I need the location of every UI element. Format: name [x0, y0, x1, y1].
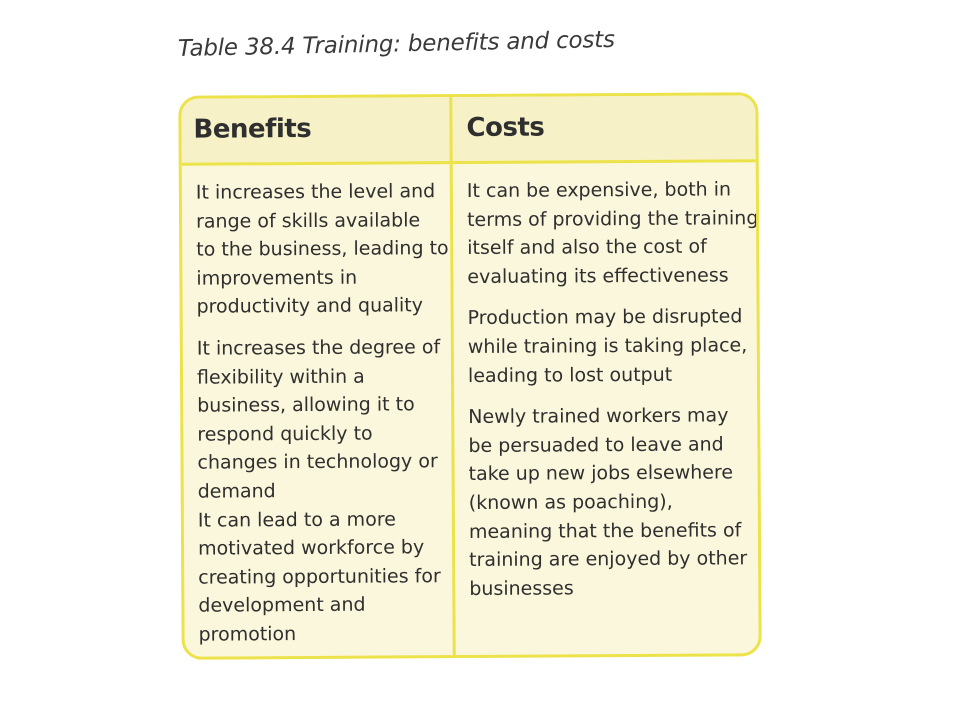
costs-cell [467, 175, 761, 603]
benefit-line: productivity and quality [196, 294, 424, 319]
cost-line: Production may be disrupted [467, 305, 743, 330]
cost-line: be persuaded to leave and [468, 433, 724, 457]
benefit-line: It increases the level and [195, 180, 436, 204]
costs-column [452, 95, 761, 655]
benefit-line: promotion [198, 622, 297, 646]
cost-line: terms of providing the training [466, 206, 759, 231]
cost-line: evaluating its effectiveness [467, 264, 729, 288]
cost-entry [468, 401, 761, 603]
cost-line: take up new jobs elsewhere [468, 461, 734, 486]
cost-line: Newly trained workers may [468, 404, 729, 429]
cost-line: (known as poaching), [468, 490, 673, 514]
benefit-line: demand [197, 480, 276, 503]
benefit-entry [196, 177, 449, 322]
cost-line: while training is taking place, [467, 334, 748, 358]
cost-line: itself and also the cost of [467, 235, 707, 260]
benefit-line: creating opportunities for [198, 564, 441, 589]
cost-line: It can be expensive, both in [466, 178, 732, 203]
cost-entry [468, 303, 760, 391]
cost-line: businesses [469, 577, 574, 600]
benefit-entry [198, 505, 451, 650]
benefit-line: changes in technology or [197, 450, 438, 475]
cost-line: meaning that the benefits of [468, 518, 742, 543]
benefits-cell [196, 177, 451, 649]
benefit-line: It increases the degree of [196, 336, 441, 360]
benefit-line: It can lead to a more [197, 507, 396, 532]
benefits-heading: Benefits [193, 113, 312, 145]
benefits-costs-table [178, 92, 761, 660]
benefit-line: range of skills available [195, 208, 421, 233]
benefit-line: respond quickly to [197, 422, 373, 446]
benefit-line: development and [198, 593, 366, 617]
benefit-line: improvements in [196, 266, 358, 290]
benefit-line: to the business, leading to [196, 237, 449, 261]
cost-line: training are enjoyed by other [469, 547, 748, 572]
costs-heading: Costs [466, 112, 545, 144]
benefits-column [181, 97, 452, 657]
benefit-entry [197, 333, 450, 506]
benefit-line: business, allowing it to [197, 393, 415, 417]
benefit-line: flexibility within a [196, 365, 365, 389]
table-title: Table 38.4 Training: benefits and costs [177, 26, 616, 62]
cost-entry [467, 175, 759, 291]
benefit-line: motivated workforce by [197, 536, 425, 560]
cost-line: leading to lost output [467, 363, 673, 387]
